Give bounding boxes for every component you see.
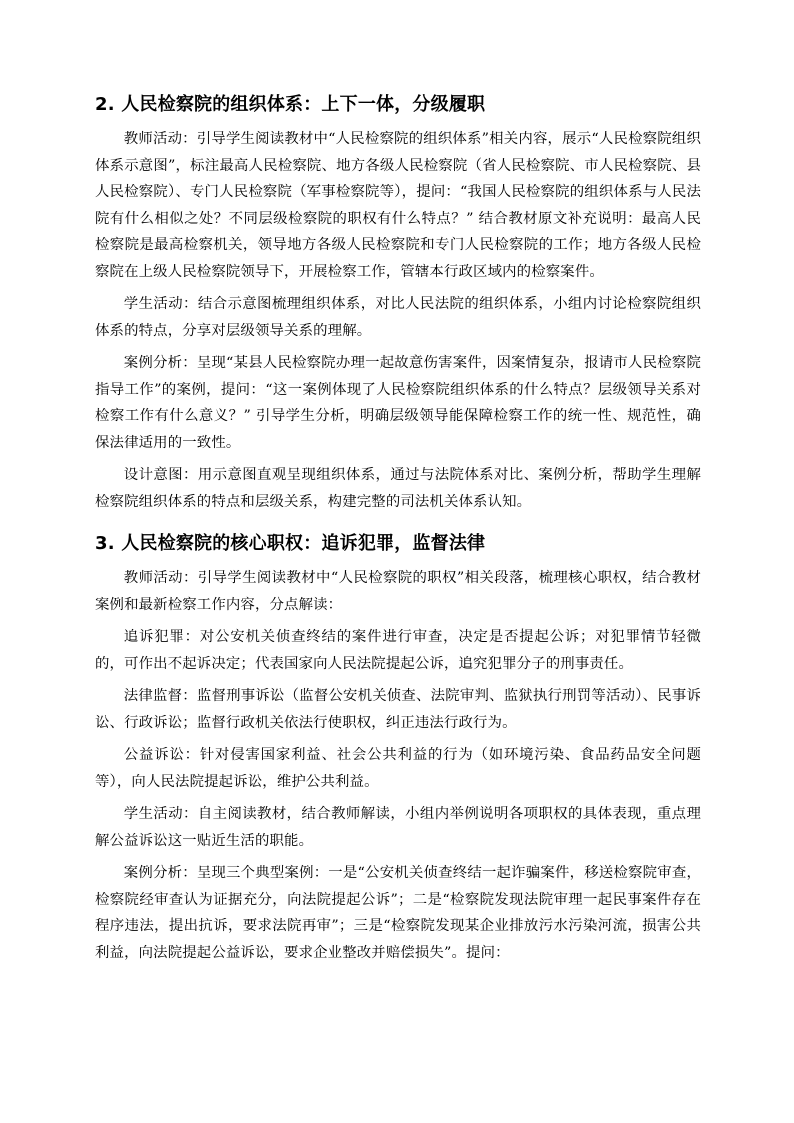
student-activity-paragraph: 学生活动：自主阅读教材，结合教师解读，小组内举例说明各项职权的具体表现，重点理解公益诉讼这一贴近生活的职能。 xyxy=(95,806,701,849)
teacher-activity-paragraph: 教师活动：引导学生阅读教材中“人民检察院的组织体系”相关内容，展示“人民检察院组织体系示意图”，标注最高人民检察院、地方各级人民检察院（省人民检察院、市人民检察院、县人民检察院）、专门人民检察院（军事检察院等），提问：“我国人民检察院的组织体系与人民法院有什么相似之处？不同层级检察院的职权有什么特点？” 结合教材原文补充说明：最高人民检察院是最高检察机关，领导地方各级人民检察院和专门人民检察院的工作；地方各级人民检察院在上级人民检察院领导下，开展检察工作，管辖本行政区域内的检察案件。 xyxy=(95,131,701,280)
legal-supervision-paragraph: 法律监督：监督刑事诉讼（监督公安机关侦查、法院审判、监狱执行刑罚等活动）、民事诉讼、行政诉讼；监督行政机关依法行使职权，纠正违法行政行为。 xyxy=(95,688,701,731)
section-3-heading: 3. 人民检察院的核心职权：追诉犯罪，监督法律 xyxy=(95,533,486,554)
teacher-activity-paragraph: 教师活动：引导学生阅读教材中“人民检察院的职权”相关段落，梳理核心职权，结合教材案例和最新检察工作内容，分点解读： xyxy=(95,570,701,613)
document-page xyxy=(95,90,701,972)
section-2-heading: 2. 人民检察院的组织体系：上下一体，分级履职 xyxy=(95,94,486,115)
case-analysis-paragraph: 案例分析：呈现“某县人民检察院办理一起故意伤害案件，因案情复杂，报请市人民检察院指导工作”的案例，提问：“这一案例体现了人民检察院组织体系的什么特点？层级领导关系对检察工作有什么意义？” 引导学生分析，明确层级领导能保障检察工作的统一性、规范性，确保法律适用的一致性。 xyxy=(95,355,701,451)
student-activity-paragraph: 学生活动：结合示意图梳理组织体系，对比人民法院的组织体系，小组内讨论检察院组织体系的特点，分享对层级领导关系的理解。 xyxy=(95,296,701,339)
design-intent-paragraph: 设计意图：用示意图直观呈现组织体系，通过与法院体系对比、案例分析，帮助学生理解检察院组织体系的特点和层级关系，构建完整的司法机关体系认知。 xyxy=(95,467,701,510)
public-interest-litigation-paragraph: 公益诉讼：针对侵害国家利益、社会公共利益的行为（如环境污染、食品药品安全问题等），向人民法院提起诉讼，维护公共利益。 xyxy=(95,747,701,790)
case-analysis-paragraph: 案例分析：呈现三个典型案例：一是“公安机关侦查终结一起诈骗案件，移送检察院审查，检察院经审查认为证据充分，向法院提起公诉”；二是“检察院发现法院审理一起民事案件存在程序违法，提出抗诉，要求法院再审”；三是“检察院发现某企业排放污水污染河流，损害公共利益，向法院提起公益诉讼，要求企业整改并赔偿损失”。提问： xyxy=(95,865,701,961)
prosecution-paragraph: 追诉犯罪：对公安机关侦查终结的案件进行审查，决定是否提起公诉；对犯罪情节轻微的，可作出不起诉决定；代表国家向人民法院提起公诉，追究犯罪分子的刑事责任。 xyxy=(95,629,701,672)
